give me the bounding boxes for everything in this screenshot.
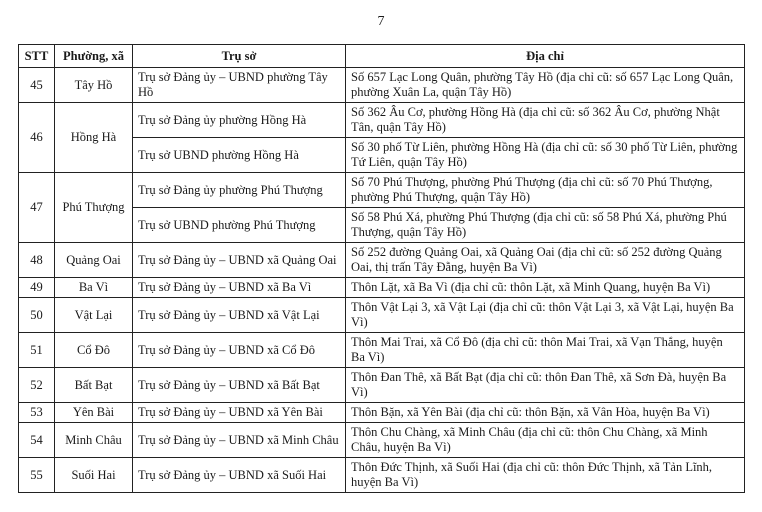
ward-cell: Quảng Oai — [55, 243, 133, 278]
stt-cell: 53 — [19, 403, 55, 423]
office-cell: Trụ sở Đảng ủy – UBND xã Cổ Đô — [133, 333, 346, 368]
office-cell: Trụ sở Đảng ủy – UBND xã Ba Vì — [133, 278, 346, 298]
address-cell: Số 70 Phú Thượng, phường Phú Thượng (địa chỉ cũ: số 70 Phú Thượng, phường Phú Thượng, quận Tây Hồ) — [346, 173, 745, 208]
ward-cell: Vật Lại — [55, 298, 133, 333]
address-cell: Số 252 đường Quảng Oai, xã Quảng Oai (địa chỉ cũ: số 252 đường Quảng Oai, thị trấn Tây Đằng, huyện Ba Vì) — [346, 243, 745, 278]
ward-cell: Ba Vì — [55, 278, 133, 298]
stt-cell: 47 — [19, 173, 55, 243]
office-cell: Trụ sở UBND phường Phú Thượng — [133, 208, 346, 243]
address-cell: Thôn Đan Thê, xã Bất Bạt (địa chỉ cũ: thôn Đan Thê, xã Sơn Đà, huyện Ba Vì) — [346, 368, 745, 403]
table-row — [19, 243, 745, 278]
stt-cell: 51 — [19, 333, 55, 368]
table-row — [19, 403, 745, 423]
ward-cell: Bất Bạt — [55, 368, 133, 403]
ward-cell: Hồng Hà — [55, 103, 133, 173]
office-cell: Trụ sở Đảng ủy – UBND xã Suối Hai — [133, 458, 346, 493]
table-row — [19, 68, 745, 103]
address-cell: Số 657 Lạc Long Quân, phường Tây Hồ (địa chỉ cũ: số 657 Lạc Long Quân, phường Xuân La, quận Tây Hồ) — [346, 68, 745, 103]
header-stt: STT — [19, 45, 55, 68]
office-cell: Trụ sở Đảng ủy – UBND phường Tây Hồ — [133, 68, 346, 103]
table-header-row — [19, 45, 745, 68]
address-cell: Thôn Bặn, xã Yên Bài (địa chỉ cũ: thôn Bặn, xã Vân Hòa, huyện Ba Vì) — [346, 403, 745, 423]
stt-cell: 50 — [19, 298, 55, 333]
stt-cell: 55 — [19, 458, 55, 493]
header-address: Địa chỉ — [346, 45, 745, 68]
office-cell: Trụ sở Đảng ủy – UBND xã Quảng Oai — [133, 243, 346, 278]
header-office: Trụ sở — [133, 45, 346, 68]
ward-cell: Suối Hai — [55, 458, 133, 493]
table-row — [19, 298, 745, 333]
table-row — [19, 173, 745, 208]
ward-cell: Yên Bài — [55, 403, 133, 423]
office-cell: Trụ sở Đảng ủy – UBND xã Minh Châu — [133, 423, 346, 458]
table-row — [19, 423, 745, 458]
table-row — [19, 278, 745, 298]
stt-cell: 48 — [19, 243, 55, 278]
ward-cell: Phú Thượng — [55, 173, 133, 243]
office-cell: Trụ sở UBND phường Hồng Hà — [133, 138, 346, 173]
stt-cell: 45 — [19, 68, 55, 103]
address-cell: Số 30 phố Từ Liên, phường Hồng Hà (địa chỉ cũ: số 30 phố Từ Liên, phường Tứ Liên, quận Tây Hồ) — [346, 138, 745, 173]
stt-cell: 46 — [19, 103, 55, 173]
office-address-table — [18, 44, 745, 493]
stt-cell: 54 — [19, 423, 55, 458]
page-number: 7 — [377, 14, 385, 29]
header-ward: Phường, xã — [55, 45, 133, 68]
table-row — [19, 333, 745, 368]
address-cell: Thôn Lặt, xã Ba Vì (địa chỉ cũ: thôn Lặt, xã Minh Quang, huyện Ba Vì) — [346, 278, 745, 298]
address-cell: Thôn Chu Chàng, xã Minh Châu (địa chỉ cũ: thôn Chu Chàng, xã Minh Châu, huyện Ba Vì) — [346, 423, 745, 458]
stt-cell: 49 — [19, 278, 55, 298]
ward-cell: Tây Hồ — [55, 68, 133, 103]
address-cell: Thôn Đức Thịnh, xã Suối Hai (địa chỉ cũ: thôn Đức Thịnh, xã Tản Lĩnh, huyện Ba Vì) — [346, 458, 745, 493]
stt-cell: 52 — [19, 368, 55, 403]
ward-cell: Cổ Đô — [55, 333, 133, 368]
office-cell: Trụ sở Đảng ủy – UBND xã Yên Bài — [133, 403, 346, 423]
table-body — [19, 68, 745, 493]
address-cell: Thôn Mai Trai, xã Cổ Đô (địa chỉ cũ: thôn Mai Trai, xã Vạn Thắng, huyện Ba Vì) — [346, 333, 745, 368]
office-cell: Trụ sở Đảng ủy phường Hồng Hà — [133, 103, 346, 138]
table-row — [19, 458, 745, 493]
address-cell: Số 58 Phú Xá, phường Phú Thượng (địa chỉ cũ: số 58 Phú Xá, phường Phú Thượng, quận Tây Hồ) — [346, 208, 745, 243]
ward-cell: Minh Châu — [55, 423, 133, 458]
address-cell: Số 362 Âu Cơ, phường Hồng Hà (địa chỉ cũ: số 362 Âu Cơ, phường Nhật Tân, quận Tây Hồ) — [346, 103, 745, 138]
office-cell: Trụ sở Đảng ủy phường Phú Thượng — [133, 173, 346, 208]
address-cell: Thôn Vật Lại 3, xã Vật Lại (địa chỉ cũ: thôn Vật Lại 3, xã Vật Lại, huyện Ba Vì) — [346, 298, 745, 333]
office-cell: Trụ sở Đảng ủy – UBND xã Vật Lại — [133, 298, 346, 333]
office-cell: Trụ sở Đảng ủy – UBND xã Bất Bạt — [133, 368, 346, 403]
table-row — [19, 103, 745, 138]
table-row — [19, 368, 745, 403]
